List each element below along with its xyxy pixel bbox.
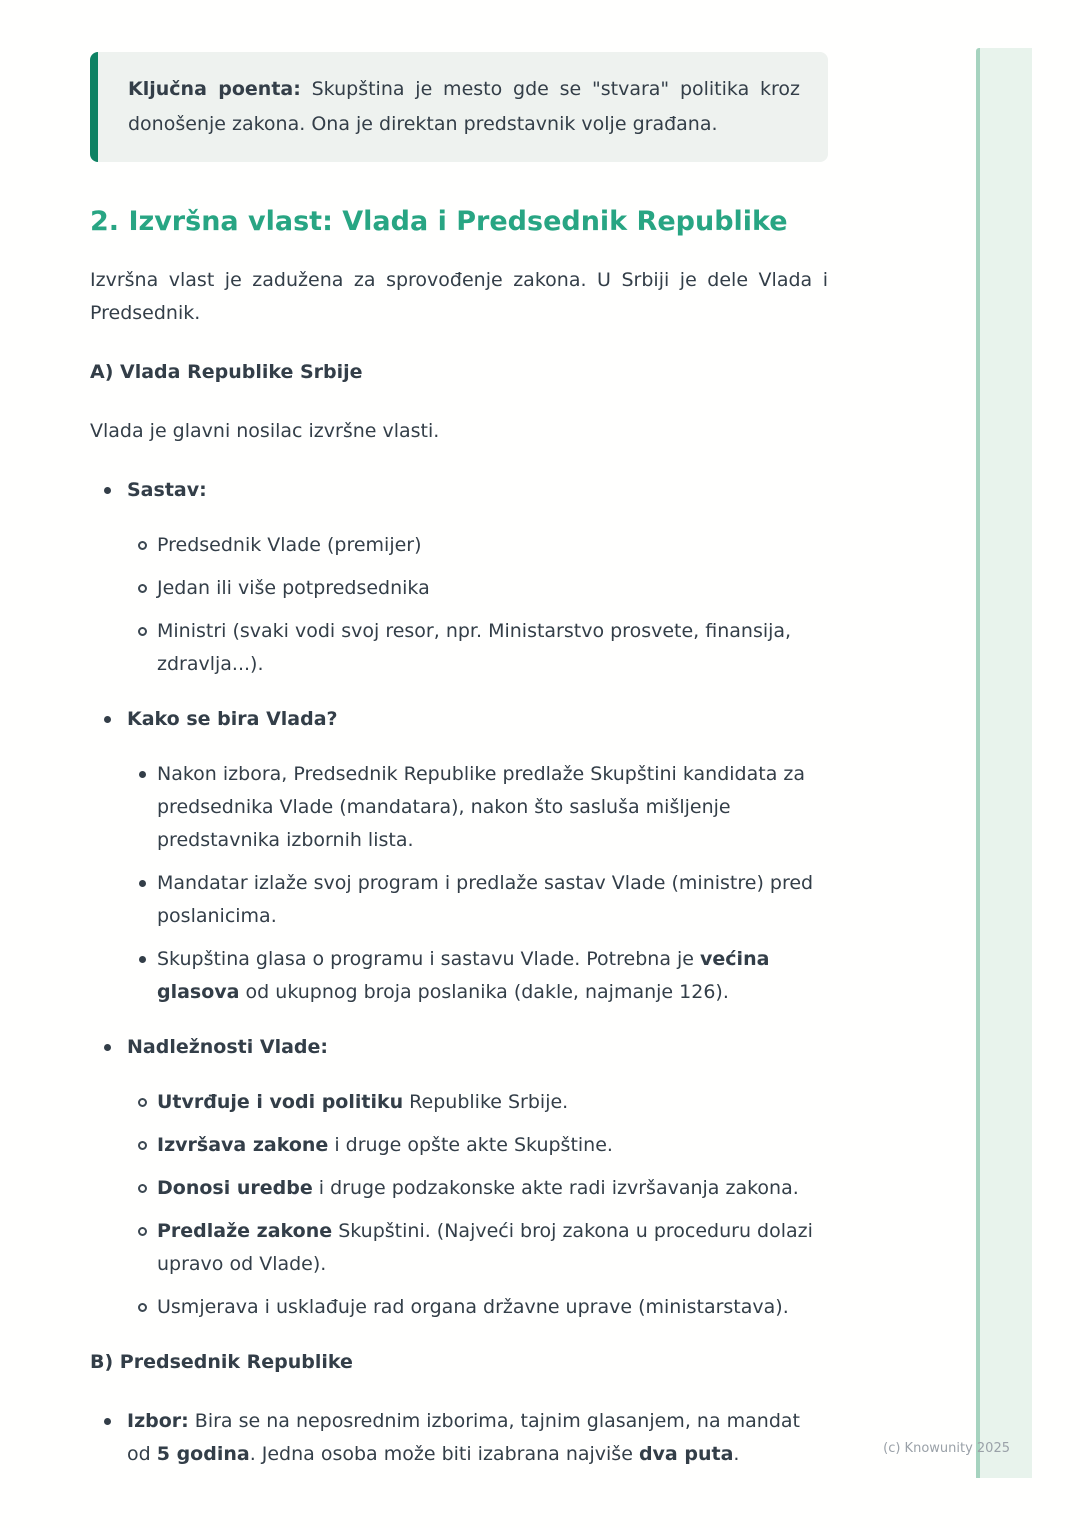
subsection-a-title: A) Vlada Republike Srbije xyxy=(90,361,363,383)
list-item: Izvršava zakone i druge opšte akte Skupštine. xyxy=(127,1129,828,1162)
copyright-watermark: (c) Knowunity 2025 xyxy=(883,1441,1010,1456)
list-item: Jedan ili više potpredsednika xyxy=(127,572,828,605)
list-item: Donosi uredbe i druge podzakonske akte radi izvršavanja zakona. xyxy=(127,1172,828,1205)
subsection-b-title: B) Predsednik Republike xyxy=(90,1351,353,1373)
subsection-a-lead: Vlada je glavni nosilac izvršne vlasti. xyxy=(90,420,440,442)
list-item: Skupština glasa o programu i sastavu Vlade. Potrebna je većina glasova od ukupnog broja poslanika (dakle, najmanje 126). xyxy=(127,943,828,1009)
sastav-sublist xyxy=(127,529,828,681)
list-item: Usmjerava i usklađuje rad organa državne uprave (ministarstava). xyxy=(127,1291,828,1324)
intro-paragraph: Izvršna vlast je zadužena za sprovođenje zakona. U Srbiji je dele Vlada i Predsednik. xyxy=(90,269,828,324)
key-point-label: Ključna poenta: xyxy=(128,78,301,100)
list-item: Ministri (svaki vodi svoj resor, npr. Ministarstvo prosvete, finansija, zdravlja...). xyxy=(127,615,828,681)
section-heading: 2. Izvršna vlast: Vlada i Predsednik Republike xyxy=(90,206,788,237)
list-item: Mandatar izlaže svoj program i predlaže sastav Vlade (ministre) pred poslanicima. xyxy=(127,867,828,933)
list-item: Predsednik Vlade (premijer) xyxy=(127,529,828,562)
key-point-body: Skupština je mesto gde se "stvara" politika kroz donošenje zakona. Ona je direktan predstavnik volje građana. xyxy=(128,78,801,135)
key-point-callout xyxy=(90,52,828,162)
list-item-bira xyxy=(90,703,828,1009)
list-item-nadleznosti xyxy=(90,1031,828,1324)
bira-sublist xyxy=(127,758,828,1009)
list-item: Predlaže zakone Skupštini. (Najveći broj zakona u proceduru dolazi upravo od Vlade). xyxy=(127,1215,828,1281)
list-item: Nakon izbora, Predsednik Republike predlaže Skupštini kandidata za predsednika Vlade (mandatara), nakon što sasluša mišljenje predstavnika izbornih lista. xyxy=(127,758,828,857)
list-item-sastav xyxy=(90,474,828,681)
izbor-list xyxy=(90,1405,828,1471)
vlada-outline-list xyxy=(90,474,828,1324)
list-item: Utvrđuje i vodi politiku Republike Srbije. xyxy=(127,1086,828,1119)
sastav-header: Sastav: xyxy=(127,479,207,501)
nadleznosti-sublist xyxy=(127,1086,828,1324)
list-item: Izbor: Bira se na neposrednim izborima, tajnim glasanjem, na mandat od 5 godina. Jedna osoba može biti izabrana najviše dva puta. xyxy=(90,1405,828,1471)
page-edge-strip xyxy=(976,48,1032,1478)
bira-header: Kako se bira Vlada? xyxy=(127,708,338,730)
key-point-text xyxy=(128,72,800,142)
nadleznosti-header: Nadležnosti Vlade: xyxy=(127,1036,329,1058)
document-content xyxy=(90,52,828,1493)
